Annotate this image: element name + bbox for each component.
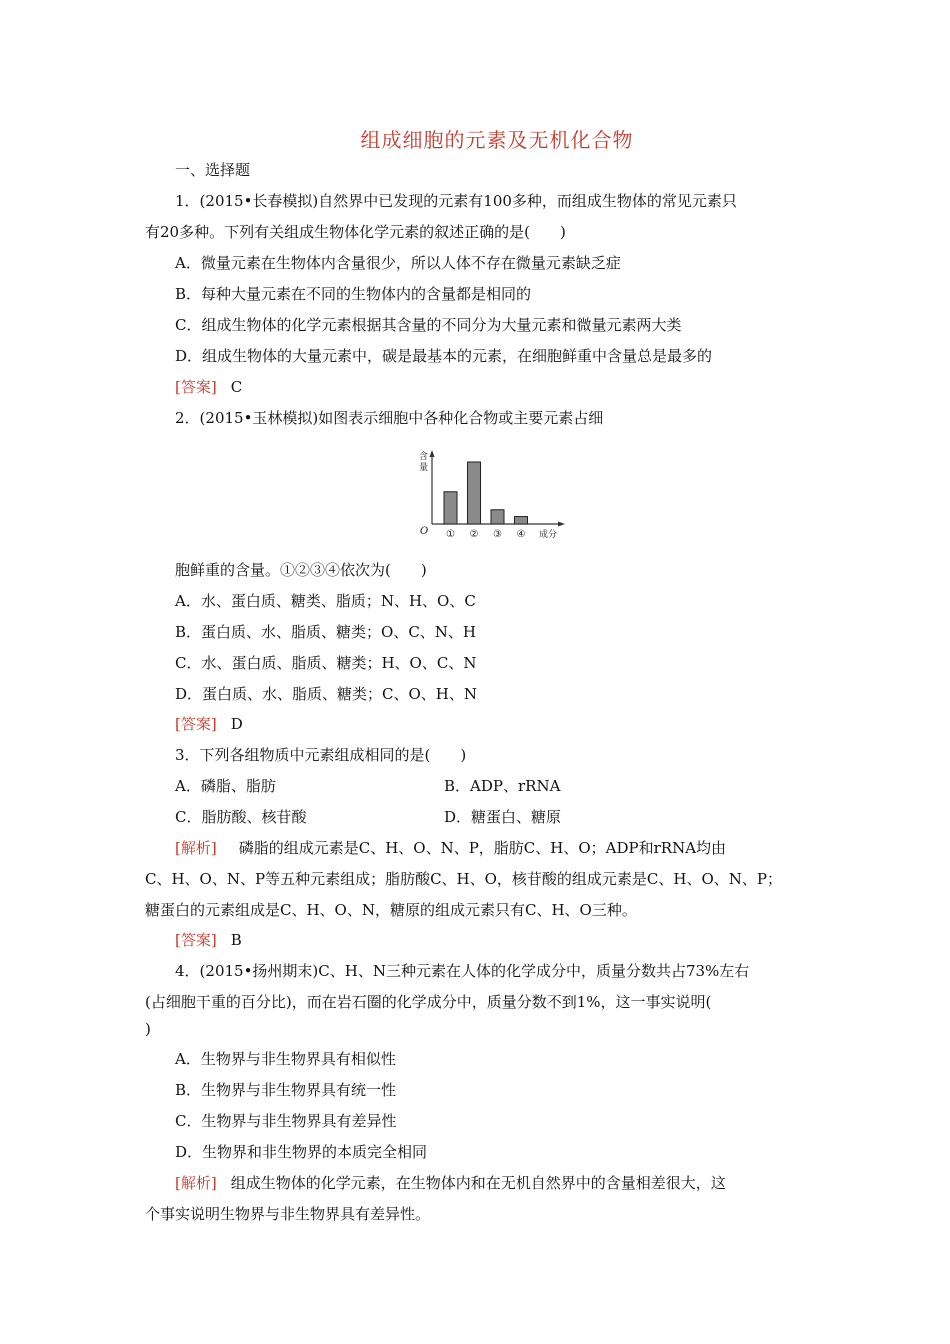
q4-option-b: B．生物界与非生物界具有统一性 (175, 1081, 397, 1099)
answer-value: D (230, 715, 243, 733)
answer-tag: [答案] (175, 715, 217, 733)
q1-option-c: C．组成生物体的化学元素根据其含量的不同分为大量元素和微量元素两大类 (175, 316, 682, 334)
q3-option-a: A．磷脂、脂肪 (175, 777, 276, 795)
q2-stem-line2: 胞鲜重的含量。①②③④依次为( ) (175, 561, 427, 579)
analysis-text: 磷脂的组成元素是C、H、O、N、P，脂肪C、H、O；ADP和rRNA均由 (238, 839, 727, 857)
q4-stem-line1: 4．(2015•扬州期末)C、H、N三种元素在人体的化学成分中，质量分数共占73%左右 (175, 962, 750, 980)
tick-labels-group (446, 529, 526, 540)
q3-answer (175, 930, 242, 950)
q3-analysis-line2: C、H、O、N、P等五种元素组成；脂肪酸C、H、O，核苷酸的组成元素是C、H、O、N、P； (145, 870, 783, 888)
tick-label-3: ③ (493, 529, 502, 540)
analysis-text: 组成生物体的化学元素，在生物体内和在无机自然界中的含量相差很大，这 (230, 1174, 726, 1192)
bar-3 (491, 510, 504, 524)
content-bar-chart (410, 448, 570, 544)
y-axis-arrow (430, 450, 435, 457)
q1-option-a: A．微量元素在生物体内含量很少，所以人体不存在微量元素缺乏症 (175, 254, 621, 272)
q4-option-c: C．生物界与非生物界具有差异性 (175, 1112, 397, 1130)
tick-label-4: ④ (516, 529, 526, 540)
x-axis-label: 成分 (539, 530, 558, 540)
q2-option-c: C．水、蛋白质、脂质、糖类；H、O、C、N (175, 654, 477, 672)
q2-stem-line1: 2．(2015•玉林模拟)如图表示细胞中各种化合物或主要元素占细 (175, 409, 604, 427)
y-axis-label-char2: 量 (419, 463, 429, 473)
x-axis-arrow (558, 522, 565, 527)
q1-stem-line2: 有20多种。下列有关组成生物体化学元素的叙述正确的是( ) (145, 223, 566, 241)
y-axis-label-char1: 含 (419, 452, 429, 462)
q4-stem-line2: (占细胞干重的百分比)，而在岩石圈的化学成分中，质量分数不到1%，这一事实说明( (145, 993, 712, 1011)
q2-answer (175, 714, 243, 734)
q2-option-d: D．蛋白质、水、脂质、糖类；C、O、H、N (175, 685, 478, 703)
q1-answer (175, 377, 242, 397)
q3-option-c: C．脂肪酸、核苷酸 (175, 808, 307, 826)
q4-option-a: A．生物界与非生物界具有相似性 (175, 1050, 396, 1068)
q3-analysis-line3: 糖蛋白的元素组成是C、H、O、N，糖原的组成元素只有C、H、O三种。 (145, 901, 637, 919)
bars-group (444, 462, 528, 524)
q1-option-b: B．每种大量元素在不同的生物体内的含量都是相同的 (175, 285, 532, 303)
tick-label-2: ② (469, 529, 479, 540)
q4-stem-line3: ) (145, 1020, 151, 1038)
tick-label-1: ① (446, 529, 455, 540)
q2-option-b: B．蛋白质、水、脂质、糖类；O、C、N、H (175, 623, 477, 641)
answer-tag: [答案] (175, 378, 217, 396)
section-heading: 一、选择题 (175, 161, 251, 179)
q2-option-a: A．水、蛋白质、糖类、脂质；N、H、O、C (175, 592, 476, 610)
q3-stem: 3．下列各组物质中元素组成相同的是( ) (175, 746, 467, 764)
q4-analysis-line2: 个事实说明生物界与非生物界具有差异性。 (145, 1205, 431, 1223)
q3-option-b: B．ADP、rRNA (444, 777, 561, 795)
bar-2 (468, 462, 481, 524)
answer-value: B (230, 931, 242, 949)
q1-stem-line1: 1．(2015•长春模拟)自然界中已发现的元素有100多种，而组成生物体的常见元素只 (175, 192, 737, 210)
answer-tag: [答案] (175, 931, 217, 949)
analysis-tag: [解析] (175, 839, 217, 857)
q3-option-d: D．糖蛋白、糖原 (444, 808, 562, 826)
analysis-tag: [解析] (175, 1174, 217, 1192)
q3-analysis-line1 (175, 838, 726, 858)
bar-1 (444, 492, 457, 524)
page-title: 组成细胞的元素及无机化合物 (360, 128, 634, 152)
origin-label: O (420, 526, 429, 537)
q4-option-d: D．生物界和非生物界的本质完全相同 (175, 1143, 428, 1161)
bar-4 (515, 517, 528, 524)
q1-option-d: D．组成生物体的大量元素中，碳是最基本的元素，在细胞鲜重中含量总是最多的 (175, 347, 713, 365)
q4-analysis-line1 (175, 1173, 726, 1193)
answer-value: C (230, 378, 243, 396)
